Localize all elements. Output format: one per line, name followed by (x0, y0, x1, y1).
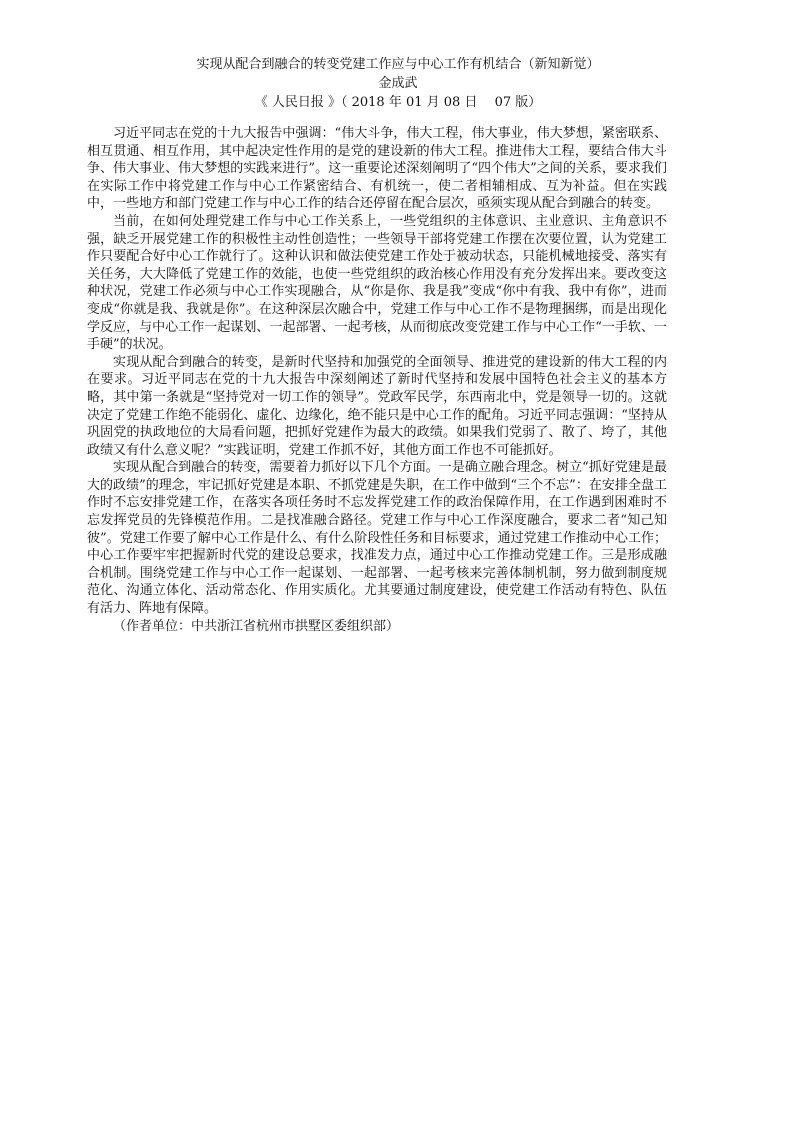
paragraph: 实现从配合到融合的转变，需要着力抓好以下几个方面。一是确立融合理念。树立“抓好党建是最大的政绩”的理念，牢记抓好党建是本职、不抓党建是失职，在工作中做到“三个不忘”：在安排全盘工作时不忘安排党建工作，在落实各项任务时不忘发挥党建工作的政治保障作用，在工作遇到困难时不忘发挥党员的先锋模范作用。二是找准融合路径。党建工作与中心工作深度融合，要求二者“知己知彼”。党建工作要了解中心工作是什么、有什么阶段性任务和目标要求，通过党建工作推动中心工作；中心工作要牢牢把握新时代党的建设总要求，找准发力点，通过中心工作推动党建工作。三是形成融合机制。围绕党建工作与中心工作一起谋划、一起部署、一起考核来完善体制机制，努力做到制度规范化、沟通立体化、活动常态化、作用实质化。尤其要通过制度建设，使党建工作活动有特色、队伍有活力、阵地有保障。 (87, 460, 667, 617)
article-body (87, 125, 667, 635)
article-header (88, 55, 708, 112)
paragraph: 当前，在如何处理党建工作与中心工作关系上，一些党组织的主体意识、主业意识、主角意识不强，缺乏开展党建工作的积极性主动性创造性；一些领导干部将党建工作摆在次要位置，认为党建工作只要配合好中心工作就行了。这种认识和做法使党建工作处于被动状态，只能机械地接受、落实有关任务，大大降低了党建工作的效能，也使一些党组织的政治核心作用没有充分发挥出来。要改变这种状况，党建工作必须与中心工作实现融合，从“你是你、我是我”变成“你中有我、我中有你”，进而变成“你就是我、我就是你”。在这种深层次融合中，党建工作与中心工作不是物理捆绑，而是出现化学反应，与中心工作一起谋划、一起部署、一起考核，从而彻底改变党建工作与中心工作“一手软、一手硬”的状况。 (87, 213, 667, 353)
author-affiliation: （作者单位：中共浙江省杭州市拱墅区委组织部） (113, 618, 400, 634)
paragraph: 实现从配合到融合的转变，是新时代坚持和加强党的全面领导、推进党的建设新的伟大工程的内在要求。习近平同志在党的十九大报告中深刻阐述了新时代坚持和发展中国特色社会主义的基本方略，其中第一条就是“坚持党对一切工作的领导”。党政军民学，东西南北中，党是领导一切的。这就决定了党建工作绝不能弱化、虚化、边缘化，绝不能只是中心工作的配角。习近平同志强调：“坚持从巩固党的执政地位的大局看问题，把抓好党建作为最大的政绩。如果我们党弱了、散了、垮了，其他政绩又有什么意义呢？”实践证明，党建工作抓不好，其他方面工作也不可能抓好。 (87, 354, 667, 458)
article-author: 金成武 (378, 76, 418, 91)
article-source: 《 人民日报 》（ 2018 年 01 月 08 日 07 版） (254, 95, 542, 110)
paragraph: 习近平同志在党的十九大报告中强调：“伟大斗争，伟大工程，伟大事业，伟大梦想，紧密联系、相互贯通、相互作用，其中起决定性作用的是党的建设新的伟大工程。推进伟大工程，要结合伟大斗争、伟大事业、伟大梦想的实践来进行”。这一重要论述深刻阐明了“四个伟大”之间的关系，要求我们在实际工作中将党建工作与中心工作紧密结合、有机统一，使二者相辅相成、互为补益。但在实践中，一些地方和部门党建工作与中心工作的结合还停留在配合层次，亟须实现从配合到融合的转变。 (87, 126, 667, 212)
article-title: 实现从配合到融合的转变党建工作应与中心工作有机结合（新知新觉） (196, 57, 600, 72)
